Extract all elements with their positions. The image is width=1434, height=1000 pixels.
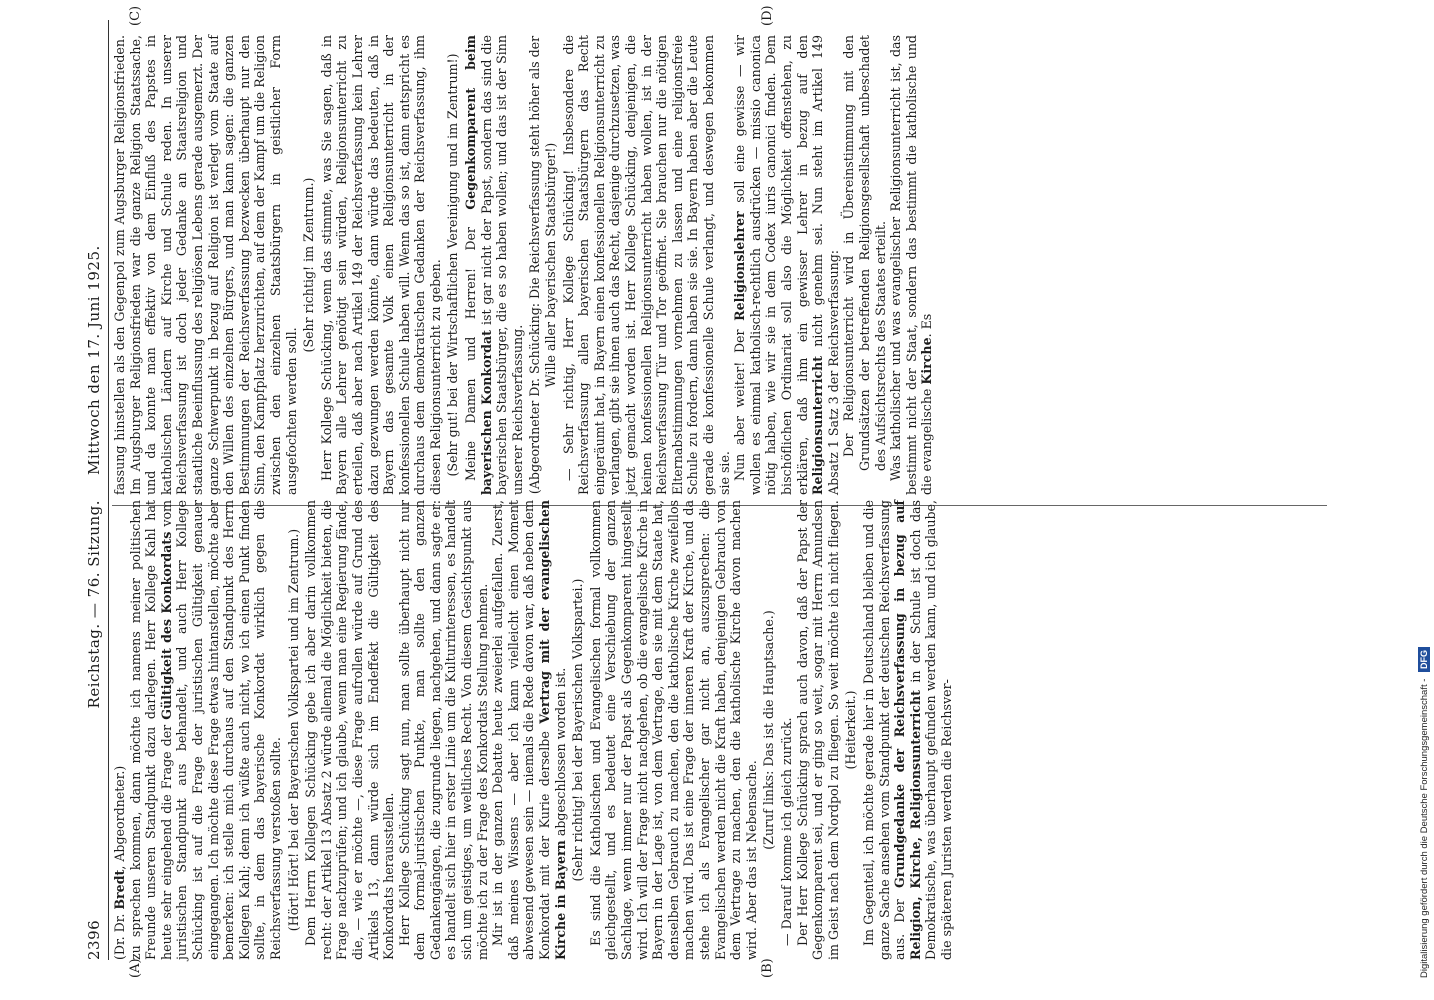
interjection: (Hört! Hört! bei der Bayerischen Volkspartei und im Zentrum.) xyxy=(285,528,301,932)
paragraph: Herr Kollege Schücking sagt nun, man sollte überhaupt nicht nur dem formal-juristischen Punkte, man sollte den ganzen Gedankengängen, die zugrunde liegen, nachgehen, und dann sagte er: es handelt sich hier in erster Linie um die Kulturinteressen, es handelt sich um geistiges, um weltliches Recht. Von diesem Gesichtspunkt aus möchte ich zu der Frage des Konkordats Stellung nehmen. xyxy=(396,500,490,960)
dfg-logo: DFG xyxy=(1418,647,1430,672)
paragraph: Mir ist in der ganzen Debatte heute zweierlei aufgefallen. Zuerst, daß meines Wissens — aber ich kann vielleicht einen Moment abwesend gewesen sein — niemals die Rede davon war, daß neben dem Konkordat mit der Kurie derselbe Vertrag mit der evangelischen Kirche in Bayern abgeschlossen worden ist. xyxy=(490,500,568,960)
margin-mark-a: (A) xyxy=(128,958,143,978)
interjection: (Abgeordneter Dr. Schücking: Die Reichsverfassung steht höher als der Wille aller bayerischen Staatsbürger!) xyxy=(527,35,559,495)
column-right xyxy=(112,35,935,495)
interjection: (Zuruf links: Das ist die Hauptsache.) xyxy=(761,610,777,850)
page-title: Reichstag. — 76. Sitzung. xyxy=(85,500,103,709)
paragraph: Meine Damen und Herren! Der Gegenkomparent beim bayerischen Konkordat ist gar nicht der Papst, sondern das sind die bayerischen Staatsbürger, die es so haben wollen; und das ist der Sinn unserer Reichsverfassung. xyxy=(463,35,525,495)
paragraph: zu sprechen kommen, dann möchte ich namens meiner politischen Freunde unseren Standpunkt dazu darlegen. Herr Kollege Kahl hat heute sehr eingehend die Frage der Gültigkeit des Konkordats vom juristischen Standpunkt aus behandelt, und auch Herr Kollege Schücking ist auf die Frage der juristischen Gültigkeit genauer eingegangen. Ich möchte diese Frage etwas hintanstellen, möchte aber bemerken: ich stelle mich durchaus auf den Standpunkt des Herrn Kollegen Kahl; denn ich wüßte auch nicht, wo ich einen Punkt finden sollte, in dem das bayerische Konkordat wirklich gegen die Reichsverfassung verstoßen sollte. xyxy=(127,500,283,960)
paragraph: Im Gegenteil, ich möchte gerade hier in Deutschland bleiben und die ganze Sache ansehen vom Standpunkt der deutschen Reichsverfassung aus. Der Grundgedanke der Reichsverfassung in bezug auf Religion, Kirche, Religionsunterricht in der Schule ist doch das Demokratische, was überhaupt gefunden werden kann, und ich glaube, die späteren Juristen werden die Reichsver- xyxy=(860,500,954,960)
paragraph: — Sehr richtig, Herr Kollege Schücking! Insbesondere die Reichsverfassung allen bayerischen Staatsbürgern das Recht eingeräumt hat, in Bayern einen konfessionellen Religionsunterricht zu verlangen, gibt sie ihnen auch das Recht, dasjenige durchzusetzen, was jetzt gemacht worden ist. Herr Kollege Schücking, denjenigen, die keinen konfessionellen Religionsunterricht haben wollen, ist in der Reichsverfassung Tür und Tor geöffnet. Sie brauchen nur die nötigen Elternabstimmungen vornehmen zu lassen und eine religionsfreie Schule zu fordern, dann haben sie sie. In Bayern haben aber die Leute gerade die konfessionelle Schule verlangt, und deswegen bekommen sie sie. xyxy=(560,35,732,495)
speaker-line: (Dr. Dr. Bredt, Abgeordneter.) xyxy=(112,765,127,960)
header-rule xyxy=(108,20,109,960)
paragraph: Dem Herrn Kollegen Schücking gebe ich aber darin vollkommen recht: der Artikel 13 Absatz 2 würde allemal die Möglichkeit bieten, die Frage nachzuprüfen; und ich glaube, wenn man eine Regierung fände, die, — wie er möchte —, diese Frage aufrollen würde auf Grund des Artikels 13, dann würde sich im Endeffekt die Gültigkeit des Konkordats herausstellen. xyxy=(303,500,397,960)
paragraph: Nun aber weiter! Der Religionslehrer soll eine gewisse — wir wollen es einmal katholisch-rechtlich ausdrücken — missio canonica nötig haben, wie wir sie in dem Codex iuris canonici finden. Dem bischöflichen Ordinariat soll also die Möglichkeit offenstehen, zu erklären, daß ihm ein gewisser Lehrer in bezug auf den Religionsunterricht nicht genehm sei. Nun steht im Artikel 149 Absatz 1 Satz 3 der Reichsverfassung: xyxy=(732,35,841,495)
interjection: (Sehr richtig! bei der Bayerischen Volkspartei.) xyxy=(570,578,586,882)
credit-text: Digitalisierung gefördert durch die Deutsche Forschungsgemeinschaft - xyxy=(1419,678,1430,978)
paragraph: Es sind die Katholischen und Evangelischen formal vollkommen gleichgestellt, und es bedeutet eine Verschiebung der ganzen Sachlage, wenn immer nur der Papst als Gegenkomparent hingestellt wird. Ich will der Frage nicht nachgehen, ob die evangelische Kirche in Bayern in der Lage ist, von dem Vertrage, den sie mit dem Staate hat, denselben Gebrauch zu machen, den die katholische Kirche zweifellos machen wird. Das ist eine Frage der inneren Kraft der Kirche, und da stehe ich als Evangelischer gar nicht an, auszusprechen: die Evangelischen werden nicht die Kraft haben, denjenigen Gebrauch von dem Vertrage zu machen, den die katholische Kirche davon machen wird. Aber das ist Nebensache. xyxy=(587,500,759,960)
paragraph: fassung hinstellen als den Gegenpol zum Augsburger Religionsfrieden. Im Augsburger Religionsfrieden war die ganze Religion Staatssache, und da konnte man effektiv von dem Einfluß des Papstes in katholischen Ländern auf Kirche und Schule reden. In unserer Reichsverfassung ist doch jeder Gedanke an Staatsreligion und staatliche Beeinflussung des religiösen Lebens gerade ausgemerzt. Der ganze Schwerpunkt in bezug auf Religion ist verlegt vom Staate auf den Willen des einzelnen Bürgers, und man kann sagen: die ganzen Bestimmungen der Reichsverfassung bezwecken überhaupt nur den Sinn, den Kampfplatz herzurichten, auf dem der Kampf um die Religion zwischen den einzelnen Staatsbürgern in geistlicher Form ausgefochten werden soll. xyxy=(112,35,299,495)
interjection: (Sehr richtig! im Zentrum.) xyxy=(301,177,317,353)
margin-mark-b: (B) xyxy=(760,958,775,978)
interjection: (Heiterkeit.) xyxy=(843,690,859,770)
page-number: 2396 xyxy=(85,919,103,960)
session-date: Mittwoch den 17. Juni 1925. xyxy=(85,245,103,475)
paragraph: — Darauf komme ich gleich zurück. xyxy=(778,717,794,946)
column-left xyxy=(112,500,954,960)
paragraph: Der Herr Kollege Schücking sprach auch davon, daß der Papst der Gegenkomparent sei, und er ging so weit, sogar mit Herrn Amundsen im Geist nach dem Nordpol zu fliegen. So weit möchte ich nicht fliegen. xyxy=(794,500,841,960)
page-header xyxy=(85,20,107,960)
margin-mark-d: (D) xyxy=(760,5,775,26)
interjection: (Sehr gut! bei der Wirtschaftlichen Vereinigung und im Zentrum!) xyxy=(445,53,461,477)
margin-mark-c: (C) xyxy=(128,5,143,26)
paragraph: Herr Kollege Schücking, wenn das stimmte, was Sie sagen, daß in Bayern alle Lehrer genötigt sein würden, Religionsunterricht zu erteilen, daß aber nach Artikel 149 der Reichsverfassung kein Lehrer dazu gezwungen werden könnte, dann würde das bedeuten, daß in Bayern das gesamte Volk einen Religionsunterricht in der konfessionellen Schule haben will. Wenn das so ist, dann entspricht es durchaus dem demokratischen Gedanken der Reichsverfassung, ihm diesen Religionsunterricht zu geben. xyxy=(318,35,443,495)
paragraph: Was katholischer und was evangelischer Religionsunterricht ist, das bestimmt nicht der Staat, sondern das bestimmt die katholische und die evangelische Kirche. Es xyxy=(888,35,935,495)
quotation: Der Religionsunterricht wird in Übereinstimmung mit den Grundsätzen der betreffenden Religionsgesellschaft unbeschadet des Aufsichtsrechts des Staates erteilt. xyxy=(841,35,888,471)
